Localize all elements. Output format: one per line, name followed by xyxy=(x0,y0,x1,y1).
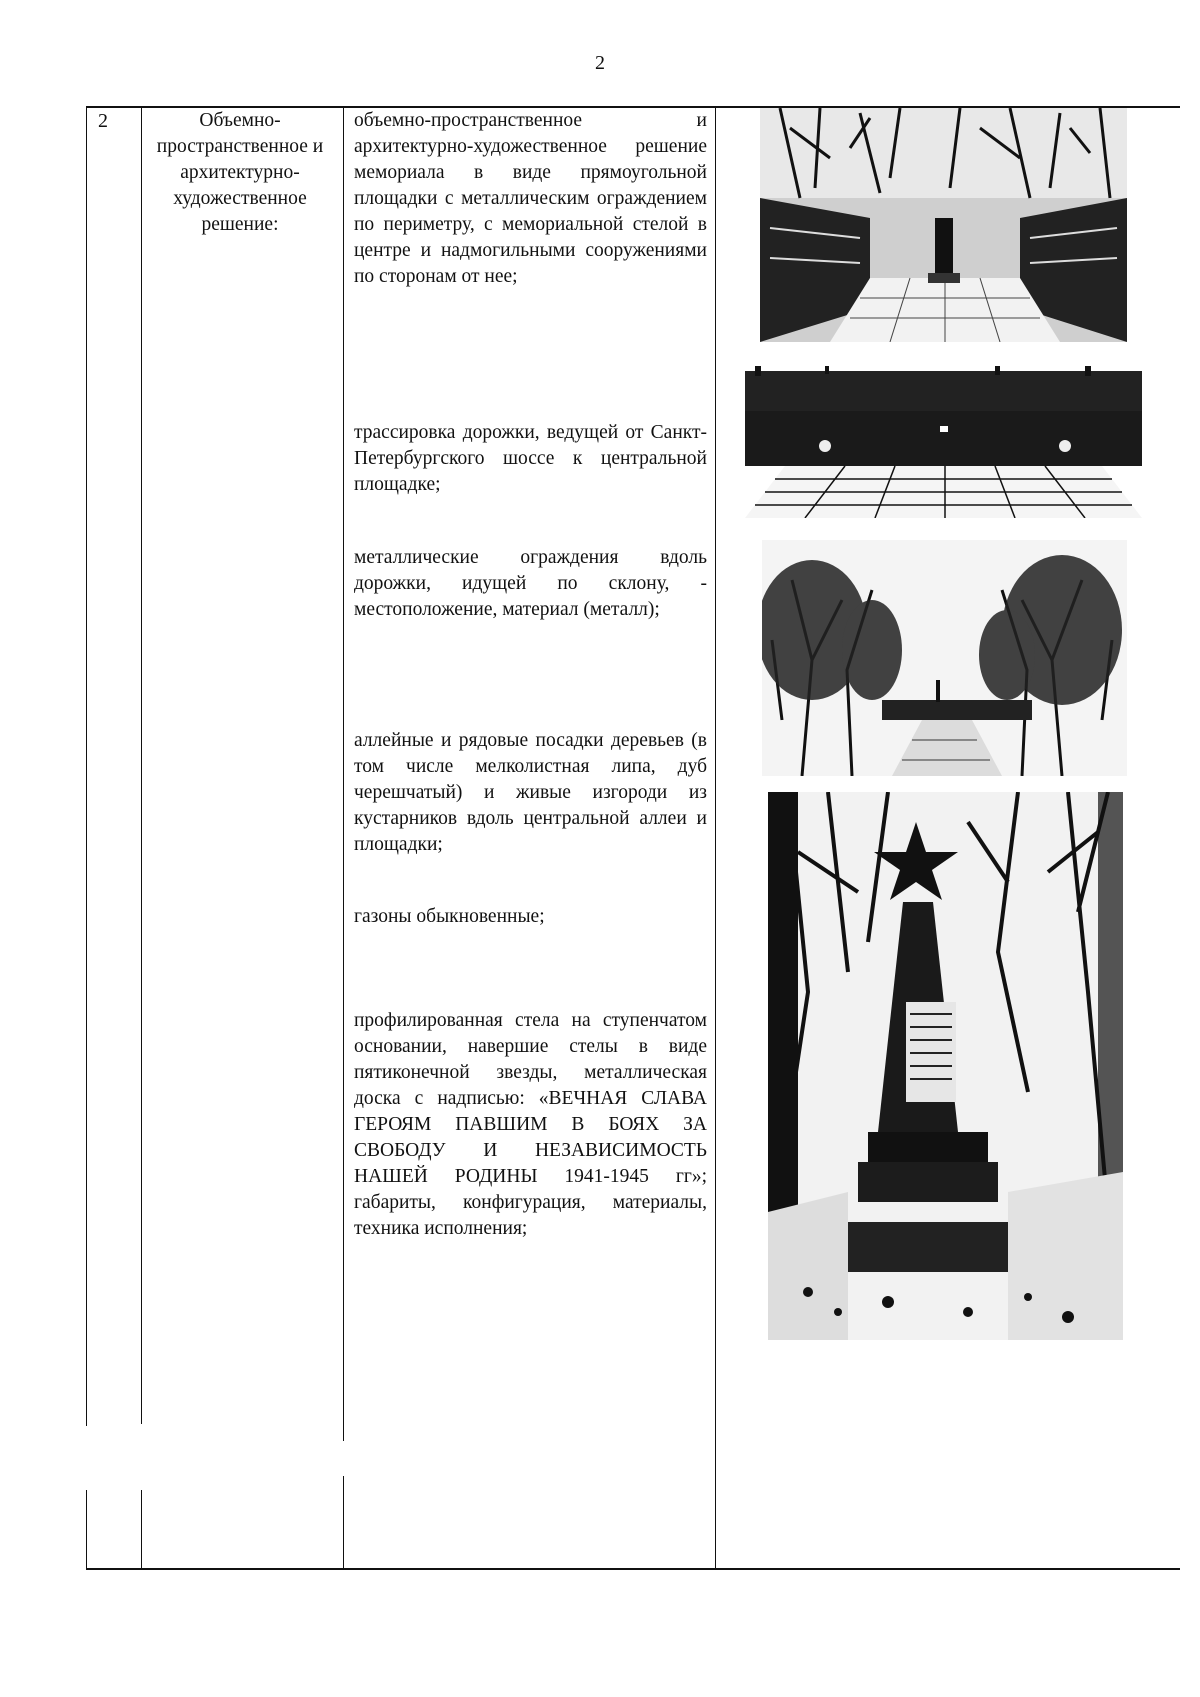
col-divider-1 xyxy=(141,106,142,1424)
description-item-4: аллейные и рядовые посадки деревьев (в том числе мелколистная липа, дуб черешчатый) и живые изгороди из кустарников вдоль центральной аллеи и площадки; xyxy=(354,730,707,855)
description-item-6: профилированная стела на ступенчатом основании, навершие стелы в виде пятиконечной звезды, металлическая доска с надписью: «ВЕЧНАЯ СЛАВА ГЕРОЯМ ПАВШИМ В БОЯХ ЗА СВОБОДУ И НЕЗАВИСИМОСТЬ НАШЕЙ РОДИНЫ 1941-1945 гг»; габариты, конфигурация, материалы, техника исполнения; xyxy=(354,1010,707,1239)
description-item-2: трассировка дорожки, ведущей от Санкт-Петербургского шоссе к центральной площадке; xyxy=(354,422,707,495)
col-divider-left-lower xyxy=(86,1490,87,1570)
description-item-5: газоны обыкновенные; xyxy=(354,906,545,927)
description-item-3: металлические ограждения вдоль дорожки, идущей по склону, - местоположение, материал (металл); xyxy=(354,547,707,620)
col-divider-3 xyxy=(715,106,716,1570)
page-number: 2 xyxy=(595,52,605,74)
photo-tree-alley xyxy=(762,540,1127,776)
photo-path-tiles xyxy=(745,366,1142,518)
col-divider-2-lower xyxy=(343,1476,344,1570)
row-name: Объемно-пространственное и архитектурно-художественное решение: xyxy=(156,110,324,235)
row-number: 2 xyxy=(98,110,108,132)
description-item-1: объемно-пространственное и архитектурно-художественное решение мемориала в виде прямоугольной площадки с металлическим ограждением по периметру, с мемориальной стелой в центре и надмогильными сооружениями по сторонам от нее; xyxy=(354,110,707,287)
photo-memorial-square xyxy=(760,108,1127,342)
photo-stele-star xyxy=(768,792,1123,1340)
table-bottom-border xyxy=(86,1568,1180,1570)
col-divider-1-lower xyxy=(141,1490,142,1570)
col-divider-2 xyxy=(343,106,344,1441)
col-divider-left xyxy=(86,106,87,1426)
